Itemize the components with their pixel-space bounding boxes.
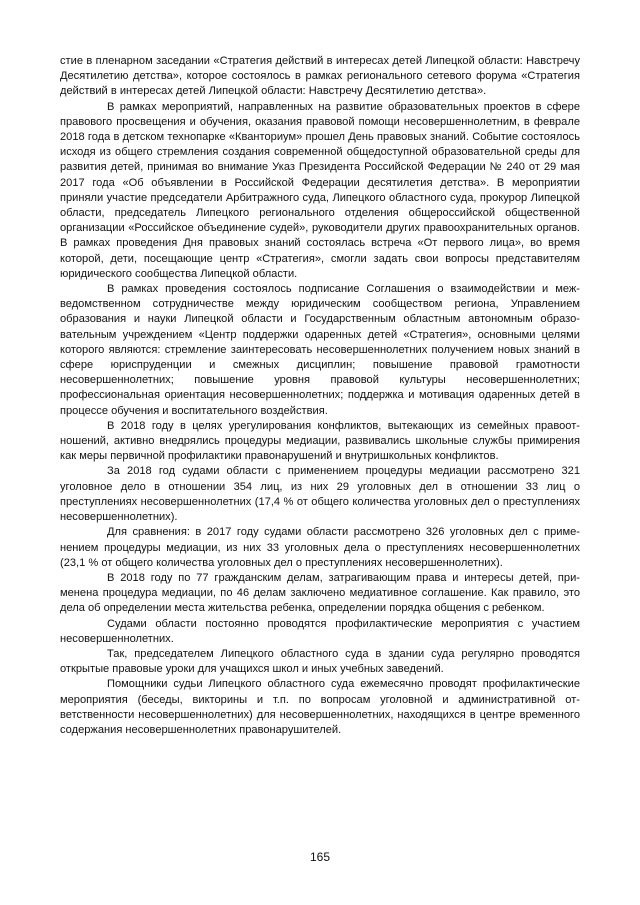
paragraph-10: Помощники судьи Липецкого областного суда ежемесячно проводят профилактические мероприятия (беседы, викторины и т.п. по вопросам уголовной и административной ответственности несовершеннолетних) для несовершеннолетних, находящихся в центре временного содержания несовершеннолетних правонарушителей.: [60, 678, 580, 736]
paragraph-4: В 2018 году в целях урегулирования конфликтов, вытекающих из семейных правоотношений, активно внедрялись процедуры медиации, развивались школьные службы примирения как меры первичной профилактики правонарушений и внутришкольных конфликтов.: [60, 419, 580, 463]
paragraph-9: Так, председателем Липецкого областного суда в здании суда регулярно проводятся открытые правовые уроки для учащихся школ и иных учебных заведений.: [60, 647, 580, 676]
page-number: 165: [309, 850, 331, 864]
paragraph-8: Судами области постоянно проводятся профилактические мероприятия с участием несовершеннолетних.: [60, 617, 580, 645]
paragraph-2: В рамках мероприятий, направленных на развитие образовательных проектов в сфере правового просвещения и обучения, оказания правовой помощи несовершеннолетним, в феврале 2018 года в детском технопарке «Кванториум» прошел День правовых знаний. Событие состоялось исходя из общего стремления создания современной общедоступной образовательной среды для развития детей, принимая во внимание Указ Президента Российской Федерации № 240 от 29 мая 2017 года «Об объявлении в Российской Федерации десятилетия детства». В мероприятии приняли участие председатели Арбитражного суда, Липецкого областного суда, прокурор Липецкой области, председатель Липецкого регионального отделения общероссийской общественной организации «Российское объединение судей», руководители других правоохранительных органов. В рамках проведения Дня правовых знаний состоялась встреча «От первого лица», во время которой, дети, посещающие центр «Стратегия», смогли задать свои вопросы представителям юридического сообщества Липецкой области.: [60, 100, 580, 280]
paragraph-7: В 2018 году по 77 гражданским делам, затрагивающим права и интересы детей, применена процедура медиации, по 46 делам заключено медиативное соглашение. Как правило, это дела об определении места жительства ребенка, определении порядка общения с ребенком.: [60, 571, 580, 615]
document-body: [60, 54, 580, 738]
paragraph-3: В рамках проведения состоялось подписание Соглашения о взаимодействии и межведомственном сотрудничестве между юридическим сообществом региона, Управлением образования и науки Липецкой области и Государственным областным автономным образовательным учреждением «Центр поддержки одаренных детей «Стратегия», основными целями которого являются: стремление заинтересовать несовершеннолетних получением новых знаний в сфере юриспруденции и смежных дисциплин; повышение правовой грамотности несовершеннолетних; повышение уровня правовой культуры несовершеннолетних; профессиональная ориентация несовершеннолетних; поддержка и мотивация одаренных детей в процессе обучения и воспитательного воздействия.: [60, 283, 580, 417]
paragraph-6: Для сравнения: в 2017 году судами области рассмотрено 326 уголовных дел с применением процедуры медиации, из них 33 уголовных дела о преступлениях несовершеннолетних (23,1 % от общего количества уголовных дел о преступлениях несовершеннолетних).: [60, 526, 580, 569]
paragraph-1: стие в пленарном заседании «Стратегия действий в интересах детей Липецкой области: Навстречу Десятилетию детства», которое состоялось в рамках регионального сетевого форума «Стратегия действий в интересах детей Липецкой области: Навстречу Десятилетию детства».: [60, 55, 580, 98]
paragraph-5: За 2018 год судами области с применением процедуры медиации рассмотрено 321 уголовное дело в отношении 354 лиц, из них 29 уголовных дел в отношении 33 лиц о преступлениях несовершеннолетних (17,4 % от общего количества уголовных дел о преступлениях несовершеннолетних).: [60, 465, 580, 524]
